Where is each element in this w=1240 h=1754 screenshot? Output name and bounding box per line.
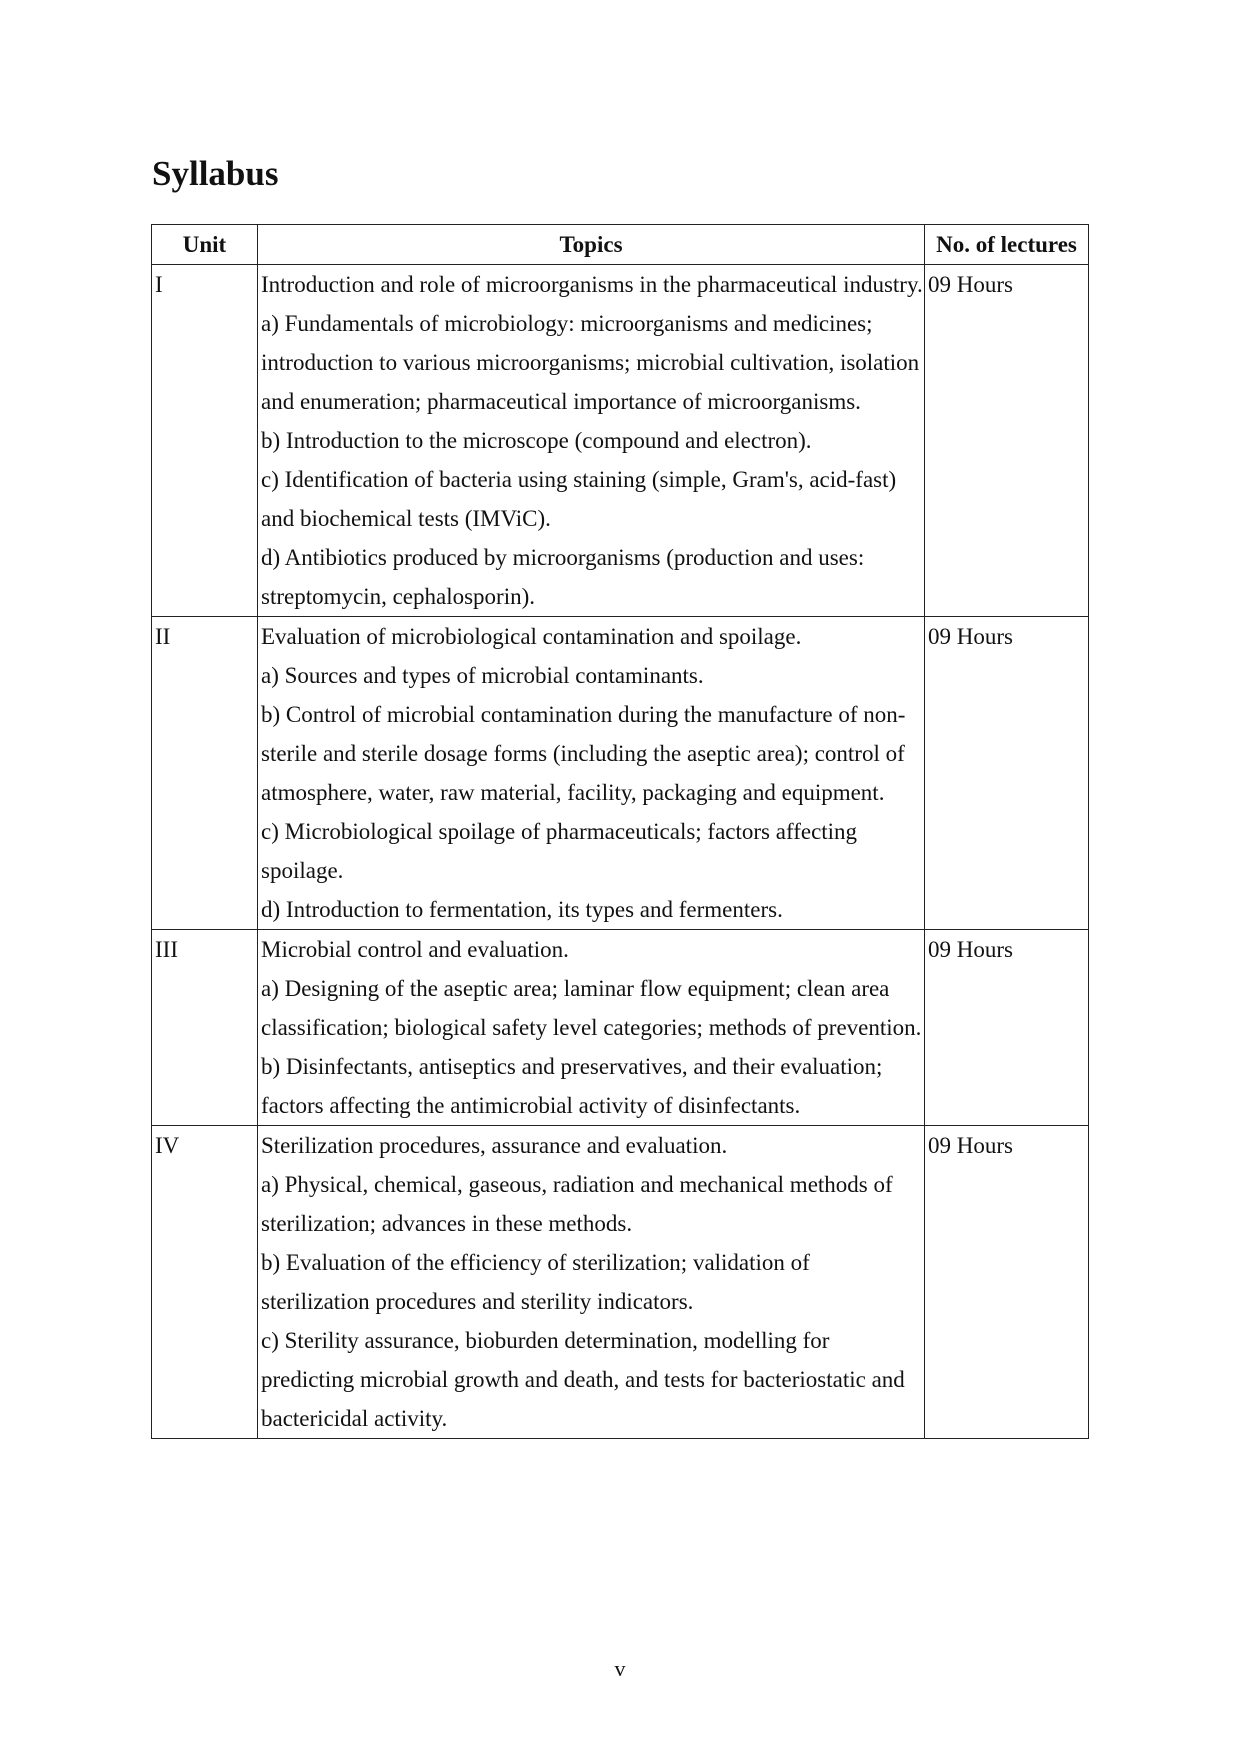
unit-cell: IV (152, 1126, 258, 1439)
lectures-cell: 09 Hours (925, 617, 1089, 930)
topics-cell (258, 265, 925, 617)
unit-cell: II (152, 617, 258, 930)
topic-line: Microbial control and evaluation. (261, 937, 569, 962)
header-unit: Unit (152, 225, 258, 265)
table-row (152, 1126, 1089, 1439)
topic-line: Introduction and role of microorganisms in the pharmaceutical industry. (261, 272, 923, 297)
header-lectures: No. of lectures (925, 225, 1089, 265)
lectures-cell: 09 Hours (925, 1126, 1089, 1439)
table-header (152, 225, 1089, 265)
table-row (152, 265, 1089, 617)
topics-cell (258, 1126, 925, 1439)
topic-line: d) Introduction to fermentation, its types and fermenters. (261, 897, 783, 922)
topic-line: Sterilization procedures, assurance and evaluation. (261, 1133, 728, 1158)
table-body (152, 265, 1089, 1439)
topic-line: b) Control of microbial contamination during the manufacture of non-sterile and sterile dosage forms (including the aseptic area); control of atmosphere, water, raw material, facility, packaging and equipment. (261, 702, 906, 805)
topic-line: a) Fundamentals of microbiology: microorganisms and medicines; introduction to various microorganisms; microbial cultivation, isolation and enumeration; pharmaceutical importance of microorganisms. (261, 311, 920, 414)
lectures-cell: 09 Hours (925, 930, 1089, 1126)
page-title: Syllabus (152, 154, 279, 193)
unit-cell: I (152, 265, 258, 617)
lectures-cell: 09 Hours (925, 265, 1089, 617)
topic-line: a) Designing of the aseptic area; laminar flow equipment; clean area classification; biological safety level categories; methods of prevention. (261, 976, 922, 1040)
topic-line: Evaluation of microbiological contamination and spoilage. (261, 624, 802, 649)
header-topics: Topics (258, 225, 925, 265)
topic-line: c) Identification of bacteria using staining (simple, Gram's, acid-fast) and biochemical tests (IMViC). (261, 467, 897, 531)
topic-line: a) Sources and types of microbial contaminants. (261, 663, 704, 688)
topic-line: b) Disinfectants, antiseptics and preservatives, and their evaluation; factors affecting the antimicrobial activity of disinfectants. (261, 1054, 883, 1118)
table-row (152, 617, 1089, 930)
syllabus-table (151, 224, 1089, 1439)
header-row (152, 225, 1089, 265)
topic-line: c) Microbiological spoilage of pharmaceuticals; factors affecting spoilage. (261, 819, 858, 883)
topic-line: b) Introduction to the microscope (compound and electron). (261, 428, 812, 453)
topic-line: b) Evaluation of the efficiency of sterilization; validation of sterilization procedures and sterility indicators. (261, 1250, 810, 1314)
page-number: v (614, 1656, 626, 1681)
topics-cell (258, 617, 925, 930)
unit-cell: III (152, 930, 258, 1126)
topics-cell (258, 930, 925, 1126)
topic-line: a) Physical, chemical, gaseous, radiation and mechanical methods of sterilization; advances in these methods. (261, 1172, 893, 1236)
topic-line: c) Sterility assurance, bioburden determination, modelling for predicting microbial growth and death, and tests for bacteriostatic and bactericidal activity. (261, 1328, 905, 1431)
table-row (152, 930, 1089, 1126)
topic-line: d) Antibiotics produced by microorganisms (production and uses: streptomycin, cephalosporin). (261, 545, 865, 609)
